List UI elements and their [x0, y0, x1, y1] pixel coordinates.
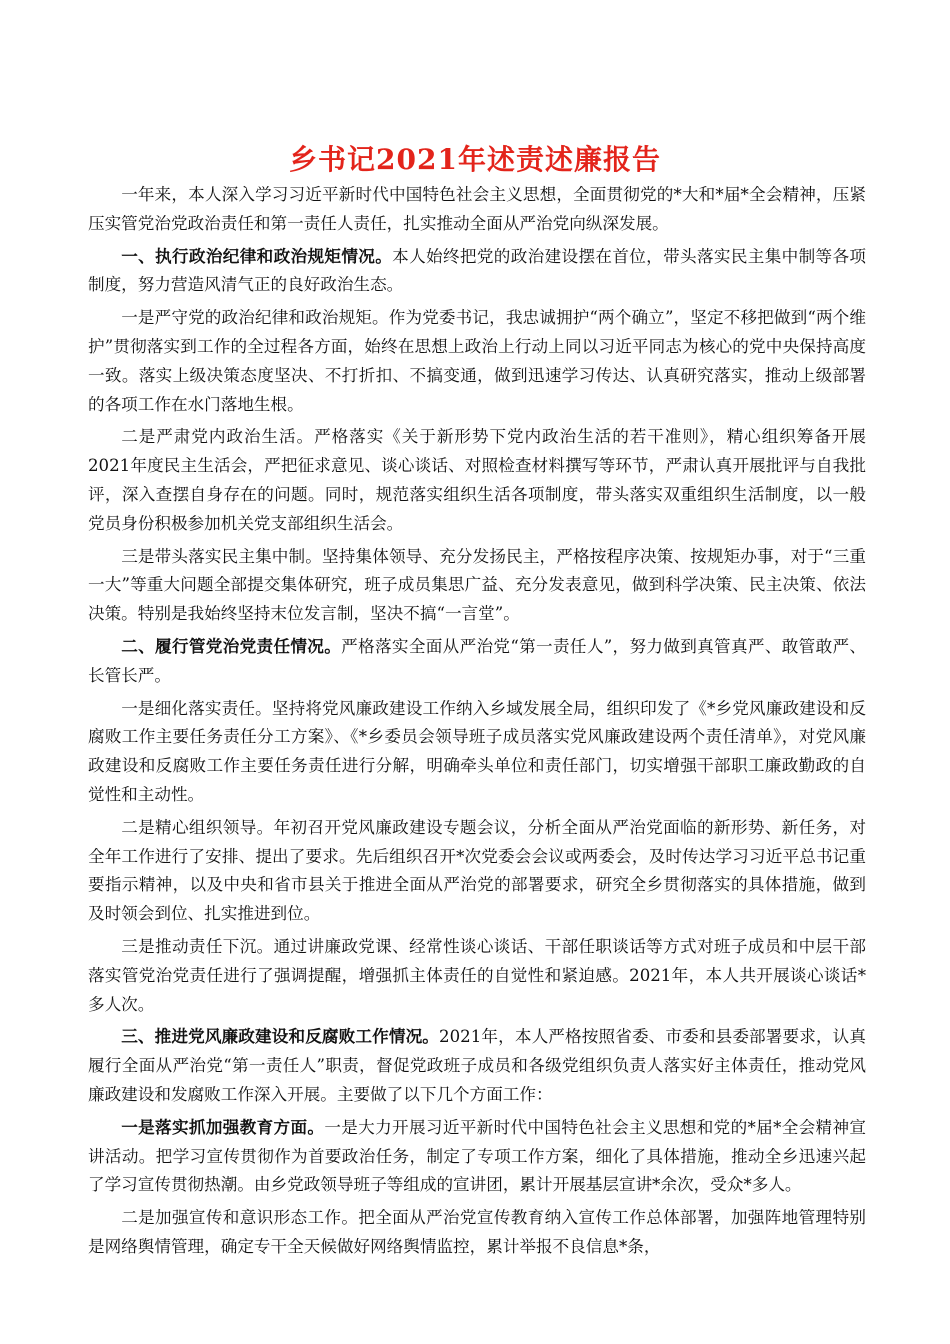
paragraph: [88, 180, 866, 239]
paragraph-text: 2021年，本人严格按照省委、市委和县委部署要求，认真履行全面从严治党“第一责任人”职责，督促党政班子成员和各级党组织负责人落实好主体责任，推动党风廉政建设和发腐败工作深入开展。主要做了以下几个方面工作：: [88, 1027, 867, 1104]
document-title: 乡书记2021年述责述廉报告: [289, 143, 661, 176]
paragraph-text: 三是推动责任下沉。通过讲廉政党课、经常性谈心谈话、干部任职谈话等方式对班子成员和中层干部落实管党治党责任进行了强调提醒，增强抓主体责任的自觉性和紧迫感。2021年，本人共开展谈心谈话*多人次。: [88, 936, 866, 1014]
paragraph: [88, 303, 866, 419]
paragraph: [88, 813, 866, 929]
paragraph: [88, 242, 866, 301]
paragraph-text: 二是严肃党内政治生活。严格落实《关于新形势下党内政治生活的若干准则》，精心组织筹备开展2021年度民主生活会，严把征求意见、谈心谈话、对照检查材料撰写等环节，严肃认真开展批评与自我批评，深入查摆自身存在的问题。同时，规范落实组织生活各项制度，带头落实双重组织生活制度，以一般党员身份积极参加机关党支部组织生活会。: [88, 427, 866, 533]
paragraph-text: 一是大力开展习近平新时代中国特色社会主义思想和党的*届*全会精神宣讲活动。把学习宣传贯彻作为首要政治任务，制定了专项工作方案，细化了具体措施，推动全乡迅速兴起了学习宣传贯彻热潮。由乡党政领导班子等组成的宣讲团，累计开展基层宣讲*余次，受众*多人。: [88, 1117, 867, 1195]
paragraph-text: 一是严守党的政治纪律和政治规矩。作为党委书记，我忠诚拥护“两个确立”，坚定不移把做到“两个维护”贯彻落实到工作的全过程各方面，始终在思想上政治上行动上同以习近平同志为核心的党中央保持高度一致。落实上级决策态度坚决、不打折扣、不搞变通，做到迅速学习传达、认真研究落实，推动上级部署的各项工作在水门落地生根。: [88, 308, 866, 414]
paragraph: [88, 542, 866, 629]
paragraph: [88, 632, 866, 691]
paragraph-heading: 一、执行政治纪律和政治规矩情况。: [121, 245, 393, 266]
paragraph: [88, 1022, 866, 1109]
paragraph-heading: 一是落实抓加强教育方面。: [121, 1116, 325, 1137]
paragraph-text: 本人始终把党的政治建设摆在首位，带头落实民主集中制等各项制度，努力营造风清气正的良好政治生态。: [88, 246, 867, 295]
paragraph: [88, 694, 866, 810]
paragraph: [88, 932, 866, 1019]
paragraph-text: 严格落实全面从严治党“第一责任人”，努力做到真管真严、敢管敢严、长管长严。: [88, 636, 867, 685]
paragraph-text: 二是加强宣传和意识形态工作。把全面从严治党宣传教育纳入宣传工作总体部署，加强阵地管理特别是网络舆情管理，确定专干全天候做好网络舆情监控，累计举报不良信息*条，: [88, 1208, 866, 1256]
paragraph: [88, 422, 866, 538]
paragraph-heading: 二、履行管党治党责任情况。: [121, 635, 342, 656]
paragraph: [88, 1203, 866, 1262]
paragraph-text: 三是带头落实民主集中制。坚持集体领导、充分发扬民主，严格按程序决策、按规矩办事，对于“三重一大”等重大问题全部提交集体研究，班子成员集思广益、充分发表意见，做到科学决策、民主决策、依法决策。特别是我始终坚持末位发言制，坚决不搞“一言堂”。: [88, 546, 866, 624]
document-body: [88, 180, 866, 1265]
paragraph: [88, 1113, 866, 1200]
paragraph-text: 一年来，本人深入学习习近平新时代中国特色社会主义思想，全面贯彻党的*大和*届*全会精神，压紧压实管党治党政治责任和第一责任人责任，扎实推动全面从严治党向纵深发展。: [88, 185, 866, 233]
paragraph-heading: 三、推进党风廉政建设和反腐败工作情况。: [121, 1026, 440, 1047]
paragraph-text: 二是精心组织领导。年初召开党风廉政建设专题会议，分析全面从严治党面临的新形势、新任务，对全年工作进行了安排、提出了要求。先后组织召开*次党委会会议或两委会，及时传达学习习近平总书记重要指示精神，以及中央和省市县关于推进全面从严治党的部署要求，研究全乡贯彻落实的具体措施，做到及时领会到位、扎实推进到位。: [88, 817, 866, 924]
paragraph-text: 一是细化落实责任。坚持将党风廉政建设工作纳入乡域发展全局，组织印发了《*乡党风廉政建设和反腐败工作主要任务责任分工方案》、《*乡委员会领导班子成员落实党风廉政建设两个责任清单》，对党风廉政建设和反腐败工作主要任务责任进行分解，明确牵头单位和责任部门，切实增强干部职工廉政勤政的自觉性和主动性。: [88, 698, 866, 804]
